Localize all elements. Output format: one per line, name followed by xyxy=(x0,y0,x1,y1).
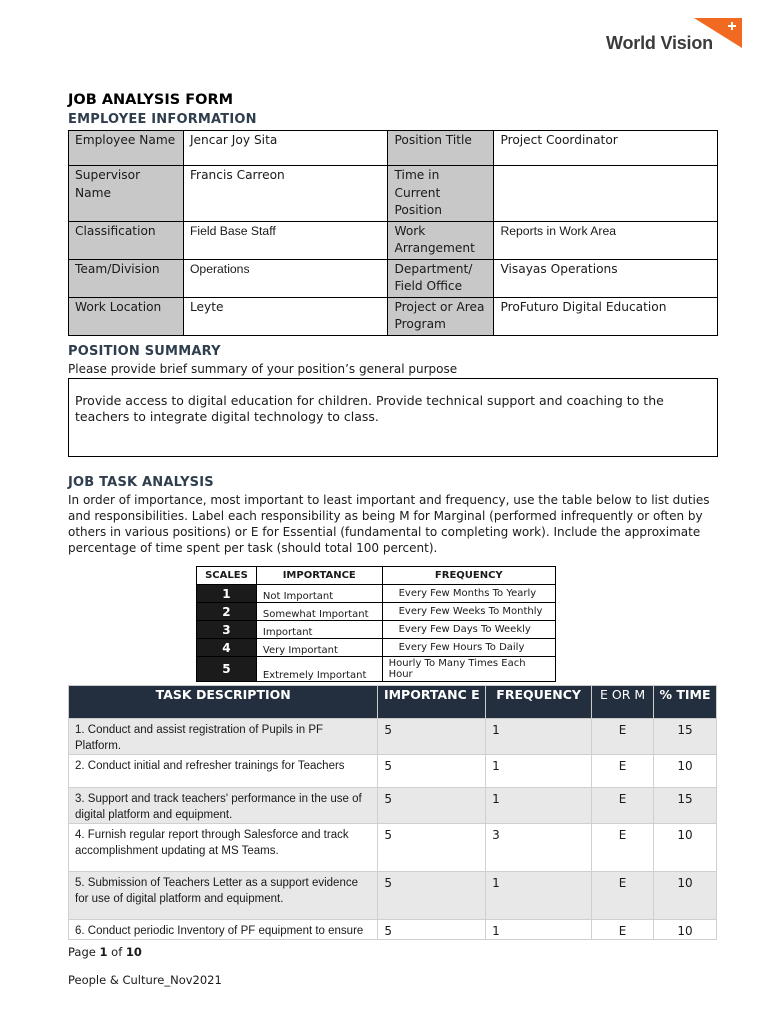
department-label: Department/ Field Office xyxy=(388,259,494,297)
scale-row xyxy=(197,603,556,621)
scale-frequency: Every Few Weeks To Monthly xyxy=(382,603,555,621)
position-title-label: Position Title xyxy=(388,131,494,166)
importance-column-header: IMPORTANC E xyxy=(378,686,486,719)
scale-number: 4 xyxy=(197,639,257,657)
task-time: 15 xyxy=(654,788,717,824)
world-vision-logo xyxy=(606,16,746,56)
job-task-instruction: In order of importance, most important to least important and frequency, use the table below to list duties and responsibilities. Label each responsibility as being M for Marginal (performed infrequently or often by others in various positions) or E for Essential (fundamental to completing work). Include the approximate percentage of time spent per task (should total 100 percent). xyxy=(68,493,710,555)
team-division-value: Operations xyxy=(183,259,388,297)
scale-number: 5 xyxy=(197,657,257,682)
employee-row xyxy=(69,221,718,259)
task-frequency: 1 xyxy=(486,872,592,920)
scale-number: 2 xyxy=(197,603,257,621)
task-importance: 5 xyxy=(378,788,486,824)
scale-frequency: Hourly To Many Times Each Hour xyxy=(382,657,555,682)
task-description-header: TASK DESCRIPTION xyxy=(69,686,378,719)
task-e-or-m: E xyxy=(592,788,654,824)
table-row xyxy=(69,920,717,940)
task-e-or-m: E xyxy=(592,872,654,920)
employee-name-value: Jencar Joy Sita xyxy=(183,131,388,166)
page-number xyxy=(68,945,142,959)
classification-label: Classification xyxy=(69,221,184,259)
task-importance: 5 xyxy=(378,872,486,920)
time-in-position-label: Time in Current Position xyxy=(388,166,494,222)
scale-importance: Not Important xyxy=(256,585,382,603)
work-arrangement-value: Reports in Work Area xyxy=(494,221,718,259)
e-or-m-column-header: E OR M xyxy=(592,686,654,719)
scale-row xyxy=(197,657,556,682)
task-importance: 5 xyxy=(378,824,486,872)
team-division-label: Team/Division xyxy=(69,259,184,297)
task-time: 10 xyxy=(654,755,717,788)
department-value: Visayas Operations xyxy=(494,259,718,297)
position-summary-instruction: Please provide brief summary of your position’s general purpose xyxy=(68,362,458,376)
scale-frequency: Every Few Hours To Daily xyxy=(382,639,555,657)
position-title-value: Project Coordinator xyxy=(494,131,718,166)
task-frequency: 1 xyxy=(486,920,592,940)
task-time: 10 xyxy=(654,872,717,920)
task-description: 1. Conduct and assist registration of Pupils in PF Platform. xyxy=(69,719,378,755)
document-reference: People & Culture_Nov2021 xyxy=(68,973,222,987)
scales-header-row xyxy=(197,567,556,585)
task-description: 2. Conduct initial and refresher trainings for Teachers xyxy=(69,755,378,788)
task-e-or-m: E xyxy=(592,824,654,872)
task-importance: 5 xyxy=(378,755,486,788)
task-time: 10 xyxy=(654,920,717,940)
importance-header: IMPORTANCE xyxy=(256,567,382,585)
employee-row xyxy=(69,259,718,297)
task-e-or-m: E xyxy=(592,719,654,755)
page-of: of xyxy=(111,945,123,959)
scale-row xyxy=(197,621,556,639)
employee-row xyxy=(69,297,718,335)
scale-frequency: Every Few Months To Yearly xyxy=(382,585,555,603)
project-area-value: ProFuturo Digital Education xyxy=(494,297,718,335)
task-importance: 5 xyxy=(378,920,486,940)
task-time: 15 xyxy=(654,719,717,755)
job-task-title: JOB TASK ANALYSIS xyxy=(68,475,214,490)
task-frequency: 1 xyxy=(486,755,592,788)
scales-table xyxy=(196,566,556,682)
frequency-column-header: FREQUENCY xyxy=(486,686,592,719)
scale-importance: Important xyxy=(256,621,382,639)
task-frequency: 3 xyxy=(486,824,592,872)
task-frequency: 1 xyxy=(486,719,592,755)
task-e-or-m: E xyxy=(592,755,654,788)
scale-frequency: Every Few Days To Weekly xyxy=(382,621,555,639)
position-summary-title: POSITION SUMMARY xyxy=(68,344,221,359)
work-location-label: Work Location xyxy=(69,297,184,335)
work-arrangement-label: Work Arrangement xyxy=(388,221,494,259)
supervisor-name-label: Supervisor Name xyxy=(69,166,184,222)
scale-importance: Extremely Important xyxy=(256,657,382,682)
position-summary-box xyxy=(68,378,718,457)
frequency-header: FREQUENCY xyxy=(382,567,555,585)
task-time: 10 xyxy=(654,824,717,872)
work-location-value: Leyte xyxy=(183,297,388,335)
page-current: 1 xyxy=(99,945,108,959)
table-row xyxy=(69,824,717,872)
scales-header: SCALES xyxy=(197,567,257,585)
employee-row xyxy=(69,166,718,222)
task-header-row xyxy=(69,686,717,719)
scale-row xyxy=(197,585,556,603)
table-row xyxy=(69,872,717,920)
table-row xyxy=(69,719,717,755)
table-row xyxy=(69,755,717,788)
task-description: 5. Submission of Teachers Letter as a support evidence for use of digital platform and equipment. xyxy=(69,872,378,920)
employee-section-title: EMPLOYEE INFORMATION xyxy=(68,112,257,127)
project-area-label: Project or Area Program xyxy=(388,297,494,335)
scale-number: 3 xyxy=(197,621,257,639)
time-column-header: % TIME xyxy=(654,686,717,719)
employee-info-table xyxy=(68,130,718,336)
time-in-position-value xyxy=(494,166,718,222)
task-e-or-m: E xyxy=(592,920,654,940)
task-importance: 5 xyxy=(378,719,486,755)
table-row xyxy=(69,788,717,824)
task-frequency: 1 xyxy=(486,788,592,824)
task-table xyxy=(68,685,717,940)
page-total: 10 xyxy=(125,945,142,959)
employee-name-label: Employee Name xyxy=(69,131,184,166)
page-label: Page xyxy=(68,945,96,959)
task-description: 3. Support and track teachers' performance in the use of digital platform and equipment. xyxy=(69,788,378,824)
task-description: 4. Furnish regular report through Salesforce and track accomplishment updating at MS Teams. xyxy=(69,824,378,872)
form-title: JOB ANALYSIS FORM xyxy=(68,92,234,108)
employee-row xyxy=(69,131,718,166)
task-description: 6. Conduct periodic Inventory of PF equipment to ensure xyxy=(69,920,378,940)
supervisor-name-value: Francis Carreon xyxy=(183,166,388,222)
scale-importance: Very Important xyxy=(256,639,382,657)
logo-text: World Vision xyxy=(606,33,713,53)
scale-row xyxy=(197,639,556,657)
scale-number: 1 xyxy=(197,585,257,603)
position-summary-text: Provide access to digital education for children. Provide technical support and coaching to the teachers to integrate digital technology to class. xyxy=(75,393,664,424)
scale-importance: Somewhat Important xyxy=(256,603,382,621)
classification-value: Field Base Staff xyxy=(183,221,388,259)
